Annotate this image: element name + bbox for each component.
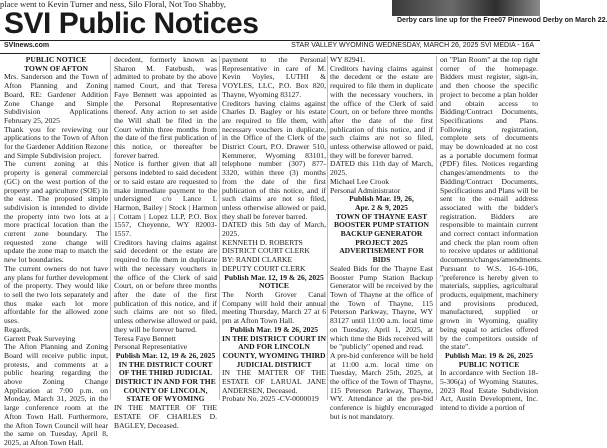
- notice-paragraph: Michael Lee Crook: [330, 176, 390, 186]
- notice-paragraph: Personal Representative: [114, 342, 188, 352]
- notice-paragraph: Probate No. 2025 -CV-0000019: [222, 394, 319, 404]
- notice-paragraph: IN THE MATTER OF THE ESTATE OF CHARLES D. BAGLEY, Deceased.: [114, 403, 217, 430]
- notice-paragraph: Personal Administrator: [330, 185, 401, 195]
- notice-paragraph: Mrs. Sanderson and the Town of Afton Planning and Zoning Board, RE: Gardener Addition Zone Change and Simple Subdivision Applications February 25, 2025: [4, 72, 108, 125]
- notice-heading: IN THE DISTRICT COURT IN AND FOR LINCOLN COUNTY, WYOMING THIRD JUDICIAL DISTRICT: [222, 333, 326, 369]
- column-3: [222, 55, 326, 404]
- notice-paragraph: decedent, formerly known as Sharon M. Fatebush, was admitted to probate by the above named Court, and that Teresa Faye Bennett was appointed as the Personal Representative thereof. Any action to set aside the Will shall be filed in the Court within three months from the date of the first publication of this notice, or thereafter be forever barred.: [114, 55, 217, 160]
- section-masthead: SVI Public Notices: [4, 7, 259, 40]
- notice-paragraph: Pursuant to W.S. 16-6-106, "preference is hereby given to materials, supplies, agricultural products, equipment, machinery and provisions produced, manufactured, supplied or grown in Wyoming, quality being equal to articles offered by the competitors outside of the state".: [440, 263, 538, 352]
- notice-heading: TOWN OF AFTON: [24, 63, 88, 73]
- notice-paragraph: KENNETH D. ROBERTS: [222, 237, 303, 247]
- notice-paragraph: DATED this 11th day of March, 2025.: [330, 159, 433, 178]
- notice-paragraph: Teresa Faye Bennett: [114, 333, 176, 343]
- notice-paragraph: Creditors having claims against Charles D. Bagley or his estate are required to file them, with necessary vouchers in duplicate, in the Office of the Clerk of the District Court, P.O. Drawer 510, Kemmerer, Wyoming 83101, telephone number (307) 877-3320, within three (3) months from the date of the first publication of this notice, and if such claims are not so filed, unless otherwise allowed or paid, they shall be forever barred.: [222, 98, 326, 221]
- notice-paragraph: payment to the Personal Representative in care of M. Kevin Voyles, LUTHI & VOYLES, LLC, P.O. Box 820, Thayne, Wyoming 83127.: [222, 55, 326, 99]
- notice-paragraph: on "Plan Room" at the top right corner of the homepage. Bidders must register, sign-in, and then choose the specific project to become a plan holder and obtain access to Bidding/Contract Documents, Specifications and Plans. Following registration, complete sets of documents may be downloaded at no cost as a portable document format (PDF) files. Notices regarding changes/amendments to the Bidding/Contract Documents, Specifications and Plans will be sent to the e-mail address associated with the bidder's registration. Bidders are responsible to maintain current and correct contact information and check the plan room often to receive updates or additional documents/changes/amendments.: [440, 55, 542, 265]
- column-rule: [219, 56, 220, 400]
- notice-paragraph: Thank you for reviewing our applications to the Town of Afton for the Gardener Addition Rezone and Simple Subdivision project.: [4, 124, 108, 160]
- notice-paragraph: Regards,: [4, 324, 31, 334]
- previous-article-fragment: place went to Kevin Turner and ness, Silo Floral, Not Too Shabby,: [0, 0, 226, 9]
- notice-heading: NOTICE: [259, 281, 289, 291]
- site-url: SVInews.com: [4, 42, 50, 49]
- column-4: [330, 55, 433, 421]
- column-rule: [327, 56, 328, 400]
- derby-photo: [392, 0, 540, 16]
- photo-caption: Derby cars line up for the Free07 Pinewood Derby on March 22.: [397, 17, 607, 24]
- column-rule: [436, 56, 437, 400]
- notices-columns: [0, 55, 542, 447]
- notice-heading: Apr. 2 & 9, 2025: [355, 202, 408, 212]
- notice-paragraph: DEPUTY COURT CLERK: [222, 263, 306, 273]
- notice-paragraph: Creditors having claims against the decedent or the estate are required to file them in duplicate with the necessary vouchers, in the office of the Clerk of said Court, on or before three months after the date of the first publication of this notice, and if such claims are not so filed, unless otherwise allowed or paid, they will be forever barred.: [330, 63, 433, 160]
- notice-paragraph: The North Grover Canal Company will hold their annual meeting Thursday, March 27 at 6 pm at Afton Town Hall.: [222, 289, 326, 326]
- notice-paragraph: DATED this 5th day of March, 2025.: [222, 220, 326, 239]
- notice-paragraph: Notice is further given that all persons indebted to said decedent or to said estate are requested to make immediate payment to the undersigned c/o Lance I. Harmon, Bailey | Stock | Harmon | Cottam | Lopez LLP, P.O. Box 1557, Cheyenne, WY 82003-1557.: [114, 159, 217, 239]
- notice-heading: Publish Mar. 12, 19 & 26, 2025: [115, 350, 216, 360]
- notice-paragraph: BY: RANDI CLARKE: [222, 255, 293, 265]
- notice-paragraph: A pre-bid conference will be held at 11:00 a.m. local time on Tuesday, March 25th, 2025, at the office of the Town of Thayne, 115 Peterson Parkway, Thayne, WY. Attendance at the pre-bid conference is highly encouraged but is not mandatory.: [330, 350, 433, 421]
- notice-paragraph: IN THE MATTER OF THE ESTATE OF LARUAL JANE ANDERSEN, Deceased.: [222, 368, 326, 395]
- notice-paragraph: DISTRICT COURT CLERK: [222, 246, 310, 256]
- notice-paragraph: In accordance with Section 18-5-306(a) of Wyoming Statutes, 2023 Real Estate Subdivision Act, Austin Development, Inc. intend to divide a portion of: [440, 368, 538, 413]
- folio-line: STAR VALLEY WYOMING WEDNESDAY, MARCH 26, 2025 SVI MEDIA - 16A: [291, 42, 534, 49]
- column-rule: [110, 56, 111, 400]
- notice-heading: Publish Mar. 19, 26,: [349, 194, 414, 204]
- notice-paragraph: Sealed Bids for the Thayne East Booster Pump Station Backup Generator will be received by the Town of Thayne at the office of the Town of Thayne, 115 Peterson Parkway, Thayne, WY 83127 until 11:00 a.m. local time on Tuesday, April 1, 2025, at which time the Bids received will be "publicly" opened and read.: [330, 263, 433, 352]
- notice-paragraph: The Afton Planning and Zoning Board will receive public input, protests, and comments at a public hearing regarding the above Zoning Change Application at 7:00 p.m. on Monday, March 31, 2025, in the large conference room at the Afton Town Hall. Furthermore, the Afton Town Council will hear the same on Tuesday, April 8, 2025, at Afton Town Hall.: [4, 342, 108, 447]
- notice-paragraph: The current zoning at this property is general commercial (GC) on the west portion of the property and agriculture (SOE) in the east. The proposed simple subdivision is intended to divide the property into two lots at a more practical location than the current zone boundary. The requested zone change will update the zone map to match the new lot boundaries.: [4, 159, 108, 265]
- column-5: [440, 55, 542, 413]
- notice-paragraph: The current owners do not have any plans for further development of the property. They would like to sell the two lots separately and thus make each lot more affordable for the allowed zone uses.: [4, 263, 108, 326]
- column-1: [4, 55, 108, 447]
- notice-heading: IN THE DISTRICT COURT OF THE THIRD JUDICIAL DISTRICT IN AND FOR THE COUNTY OF LINCOLN, STATE OF WYOMING: [115, 359, 216, 404]
- notice-heading: Publish Mar. 19 & 26, 2025: [229, 324, 319, 334]
- column-2: [114, 55, 217, 430]
- notice-heading: Publish Mar. 19 & 26, 2025: [444, 350, 534, 360]
- notice-heading: TOWN OF THAYNE EAST BOOSTER PUMP STATION BACKUP GENERATOR PROJECT 2025 ADVERTISEMENT FOR BIDS: [333, 211, 430, 265]
- notice-heading: PUBLIC NOTICE: [458, 359, 520, 369]
- notice-paragraph: Garrett Peak Surveying: [4, 333, 76, 343]
- notice-heading: Publish Mar. 12, 19 & 26, 2025: [224, 272, 324, 282]
- folio-band: [0, 40, 540, 54]
- notice-paragraph: WY 82941.: [330, 55, 366, 64]
- notice-heading: PUBLIC NOTICE: [25, 55, 87, 64]
- notice-paragraph: Creditors having claims against said decedent or the estate are required to file them in duplicate with the necessary vouchers in the office of the Clerk of said Court, on or before three months after the date of the first publication of this notice, and if such claims are not so filed, unless otherwise allowed or paid, they will be forever barred.: [114, 237, 217, 334]
